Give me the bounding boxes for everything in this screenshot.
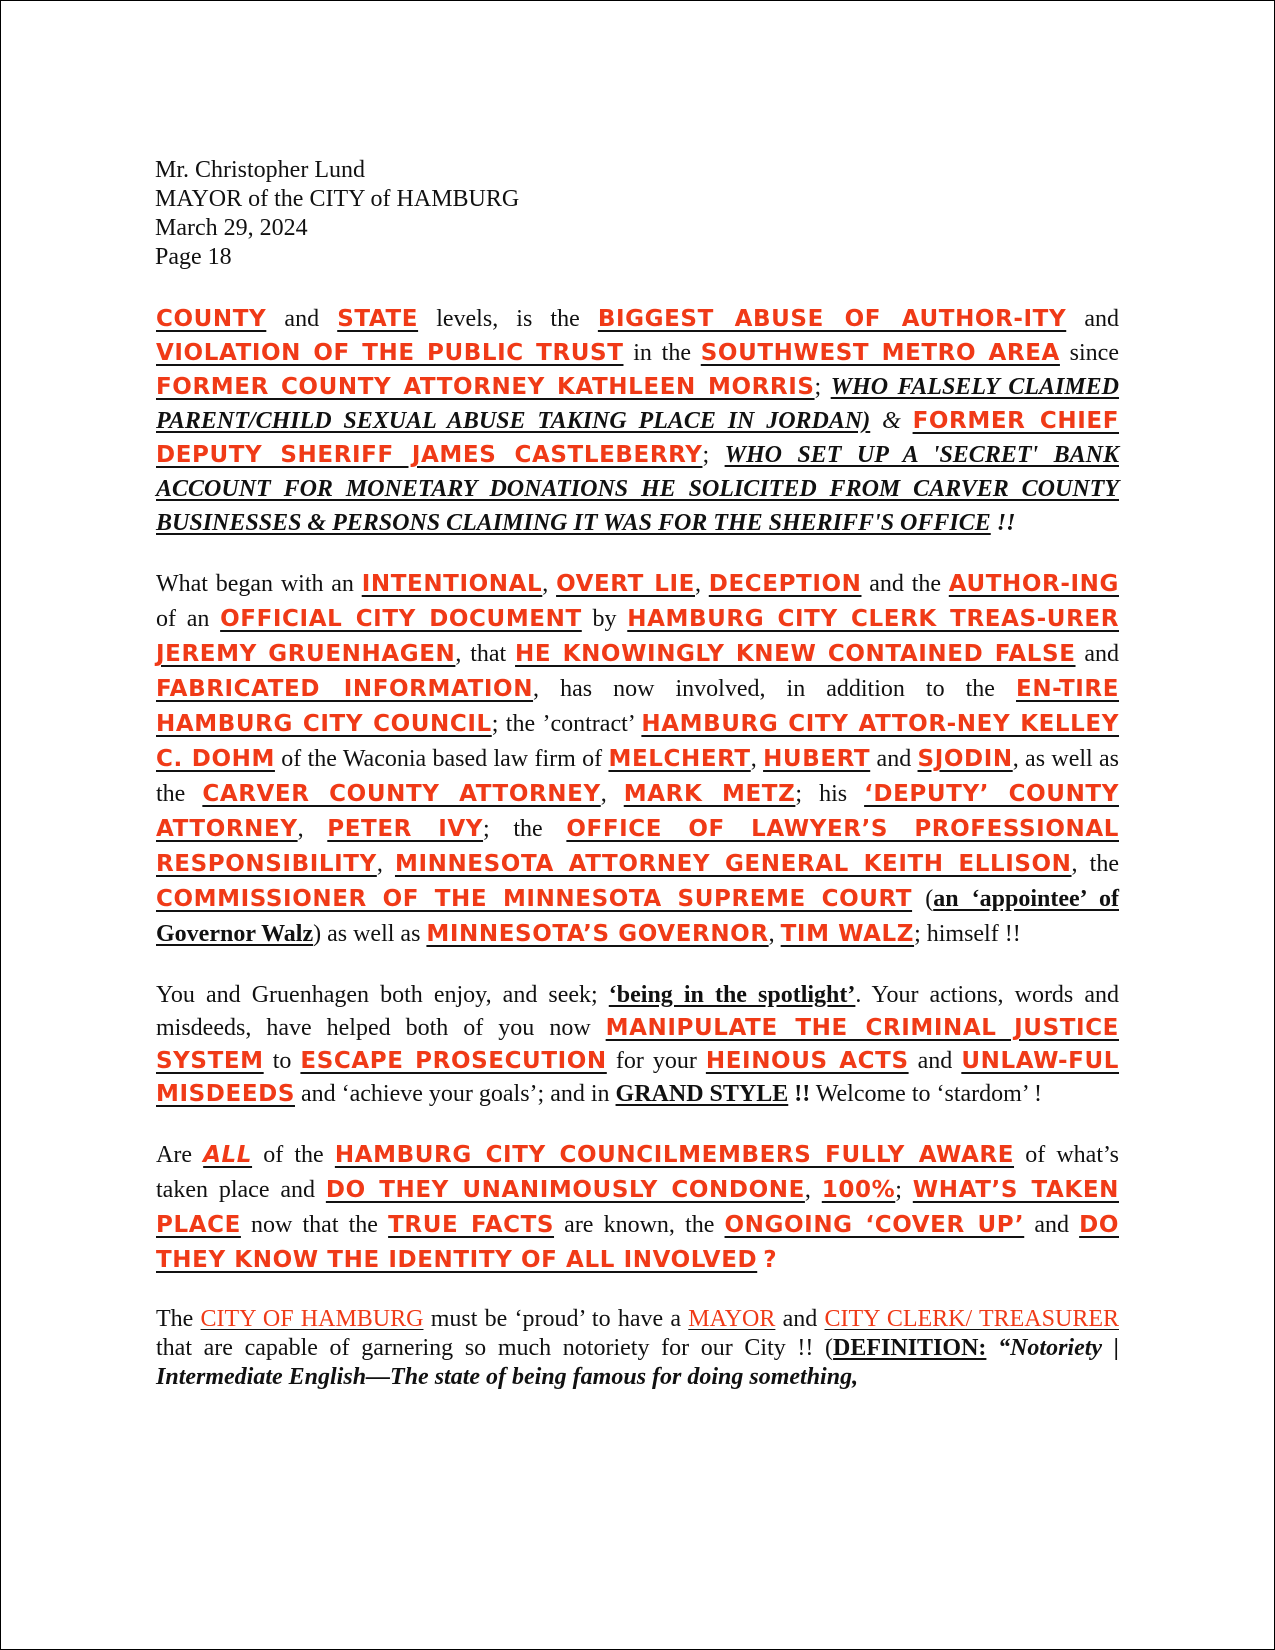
text: What began with an — [156, 571, 362, 597]
emphasis: BIGGEST ABUSE OF AUTHOR-ITY — [597, 306, 1067, 332]
emphasis: ESCAPE PROSECUTION — [300, 1048, 607, 1074]
emphasis: ALL — [203, 1142, 253, 1168]
text — [986, 1335, 998, 1361]
emphasis: PETER IVY — [327, 816, 484, 842]
emphasis: 100% — [821, 1177, 896, 1203]
text: by — [581, 606, 628, 632]
emphasis: OFFICIAL CITY DOCUMENT — [220, 606, 582, 632]
text: ; the ’contract’ — [491, 711, 642, 737]
text: ; the — [483, 816, 567, 842]
emphasis: MINNESOTA’S GOVERNOR — [426, 921, 769, 947]
text: of the — [252, 1142, 335, 1168]
text: since — [1059, 340, 1119, 366]
text: and the — [861, 571, 949, 597]
text: to — [263, 1048, 301, 1074]
emphasis: DO THEY KNOW THE IDENTITY OF ALL INVOLVED — [156, 1212, 1119, 1273]
text: and — [1066, 306, 1120, 332]
text: levels, is the — [418, 306, 598, 332]
paragraph-3 — [156, 979, 1119, 1111]
definition-quote: “Notoriety | Intermediate English—The state of being famous for doing something, — [156, 1335, 1120, 1390]
emphasis: TRUE FACTS — [388, 1212, 555, 1238]
emphasis: HE KNOWINGLY KNEW CONTAINED FALSE — [515, 641, 1076, 667]
emphasis: INTENTIONAL — [361, 571, 543, 597]
emphasis: CITY OF HAMBURG — [200, 1306, 424, 1332]
emphasis: TIM WALZ — [780, 921, 915, 947]
text: & — [870, 408, 913, 434]
emphasis: AUTHOR-ING — [948, 571, 1119, 597]
paragraph-1 — [156, 302, 1119, 540]
definition-label: DEFINITION: — [833, 1335, 987, 1361]
text: ; — [895, 1177, 913, 1203]
emphasis: MINNESOTA ATTORNEY GENERAL KEITH ELLISON — [394, 851, 1072, 877]
text: of the Waconia based law firm of — [274, 746, 609, 772]
emphasis: MELCHERT — [608, 746, 751, 772]
underlined-bold: an ‘appointee’ of Governor Walz — [156, 886, 1119, 947]
emphasis: CARVER COUNTY ATTORNEY — [202, 781, 601, 807]
text: and — [870, 746, 918, 772]
letter-body — [156, 302, 1119, 1419]
text: now that the — [240, 1212, 389, 1238]
emphasis: ‘DEPUTY’ COUNTY ATTORNEY — [156, 781, 1119, 842]
text: , — [600, 781, 624, 807]
emphasis: FORMER COUNTY ATTORNEY KATHLEEN MORRIS — [156, 374, 815, 400]
text: ; — [702, 442, 725, 468]
text: and — [1024, 1212, 1080, 1238]
underlined-bold: ‘being in the spotlight’ — [608, 982, 856, 1008]
emphasis: STATE — [337, 306, 419, 332]
emphasis: HAMBURG CITY ATTOR-NEY KELLEY C. DOHM — [156, 711, 1120, 772]
text: ) as well as — [313, 921, 427, 947]
text: and — [775, 1306, 825, 1332]
emphasis: SOUTHWEST METRO AREA — [700, 340, 1060, 366]
text: ; — [814, 374, 831, 400]
emphasis: UNLAW-FUL MISDEEDS — [156, 1048, 1120, 1107]
text: . Your actions, words and misdeeds, have helped both of you now — [156, 982, 1119, 1041]
emphasis: MANIPULATE THE CRIMINAL JUSTICE SYSTEM — [156, 1015, 1119, 1074]
text: in the — [623, 340, 701, 366]
emphasis: OFFICE OF LAWYER’S PROFESSIONAL RESPONSIBILITY — [156, 816, 1119, 877]
text: Are — [156, 1142, 204, 1168]
emphasis: EN-TIRE HAMBURG CITY COUNCIL — [156, 676, 1120, 737]
emphasis: SJODIN — [917, 746, 1013, 772]
emphasis: FORMER CHIEF DEPUTY SHERIFF JAMES CASTLEBERRY — [156, 408, 1120, 468]
emphasis: FABRICATED INFORMATION — [156, 676, 534, 702]
recipient-title: MAYOR of the CITY of HAMBURG — [155, 186, 520, 212]
text: that are capable of garnering so much notoriety for our City !! ( — [156, 1335, 834, 1361]
text: ; himself !! — [914, 921, 1021, 947]
emphasis: CITY CLERK/ TREASURER — [824, 1306, 1119, 1332]
text: are known, the — [554, 1212, 725, 1238]
emphasis: DO THEY UNANIMOUSLY CONDONE — [325, 1177, 805, 1203]
page-number: Page 18 — [155, 244, 232, 270]
emphasis: ONGOING ‘COVER UP’ — [724, 1212, 1025, 1238]
text: !! — [990, 510, 1016, 536]
text: for your — [606, 1048, 706, 1074]
emphasis: WHAT’S TAKEN PLACE — [156, 1177, 1119, 1238]
emphasis: MARK METZ — [623, 781, 796, 807]
paragraph-5 — [156, 1305, 1119, 1392]
text: and ‘achieve your goals’; and in — [294, 1081, 616, 1107]
text: , as well as the — [156, 746, 1120, 807]
emphasis: HEINOUS ACTS — [705, 1048, 909, 1074]
italic-note: WHO FALSELY CLAIMED PARENT/CHILD SEXUAL ABUSE TAKING PLACE IN JORDAN) — [156, 374, 1120, 434]
emphasis: OVERT LIE — [556, 571, 695, 597]
emphasis: HAMBURG CITY CLERK TREAS-URER JEREMY GRUENHAGEN — [156, 606, 1120, 667]
emphasis: HUBERT — [763, 746, 871, 772]
underlined-bold: GRAND STYLE — [615, 1081, 789, 1107]
text: , — [297, 816, 328, 842]
text: and — [266, 306, 338, 332]
text: and — [1075, 641, 1119, 667]
recipient-name: Mr. Christopher Lund — [155, 157, 365, 183]
paragraph-2 — [156, 567, 1119, 952]
text: , that — [455, 641, 516, 667]
text: You and Gruenhagen both enjoy, and seek; — [156, 982, 609, 1008]
text: of what’s taken place and — [156, 1142, 1120, 1203]
text: , — [804, 1177, 822, 1203]
text: , — [376, 851, 395, 877]
letter-header — [155, 156, 519, 272]
emphasis: DECEPTION — [708, 571, 862, 597]
bold-text: !! — [794, 1081, 811, 1107]
text: Welcome to ‘stardom’ ! — [810, 1081, 1043, 1107]
italic-note: WHO SET UP A 'SECRET' BANK ACCOUNT FOR MONETARY DONATIONS HE SOLICITED FROM CARVER COUNTY BUSINESSES & PERSONS CLAIMING IT WAS FOR THE SHERIFF'S OFFICE — [156, 442, 1119, 536]
text: , — [542, 571, 557, 597]
emphasis: COUNTY — [156, 306, 267, 332]
text: ( — [912, 886, 934, 912]
text: of an — [156, 606, 221, 632]
text: , — [695, 571, 709, 597]
text: must be ‘proud’ to have a — [423, 1306, 689, 1332]
emphasis: MAYOR — [688, 1306, 776, 1332]
text: , the — [1071, 851, 1119, 877]
emphasis: VIOLATION OF THE PUBLIC TRUST — [156, 340, 624, 366]
text: , has now involved, in addition to the — [533, 676, 1017, 702]
question-mark: ? — [763, 1247, 778, 1273]
text: ; his — [795, 781, 865, 807]
text: , — [750, 746, 764, 772]
emphasis: HAMBURG CITY COUNCILMEMBERS FULLY AWARE — [334, 1142, 1015, 1168]
text: The — [156, 1306, 201, 1332]
letter-date: March 29, 2024 — [155, 215, 308, 241]
text: , — [768, 921, 781, 947]
emphasis: COMMISSIONER OF THE MINNESOTA SUPREME COURT — [156, 886, 913, 912]
text: and — [908, 1048, 962, 1074]
paragraph-4 — [156, 1138, 1119, 1278]
